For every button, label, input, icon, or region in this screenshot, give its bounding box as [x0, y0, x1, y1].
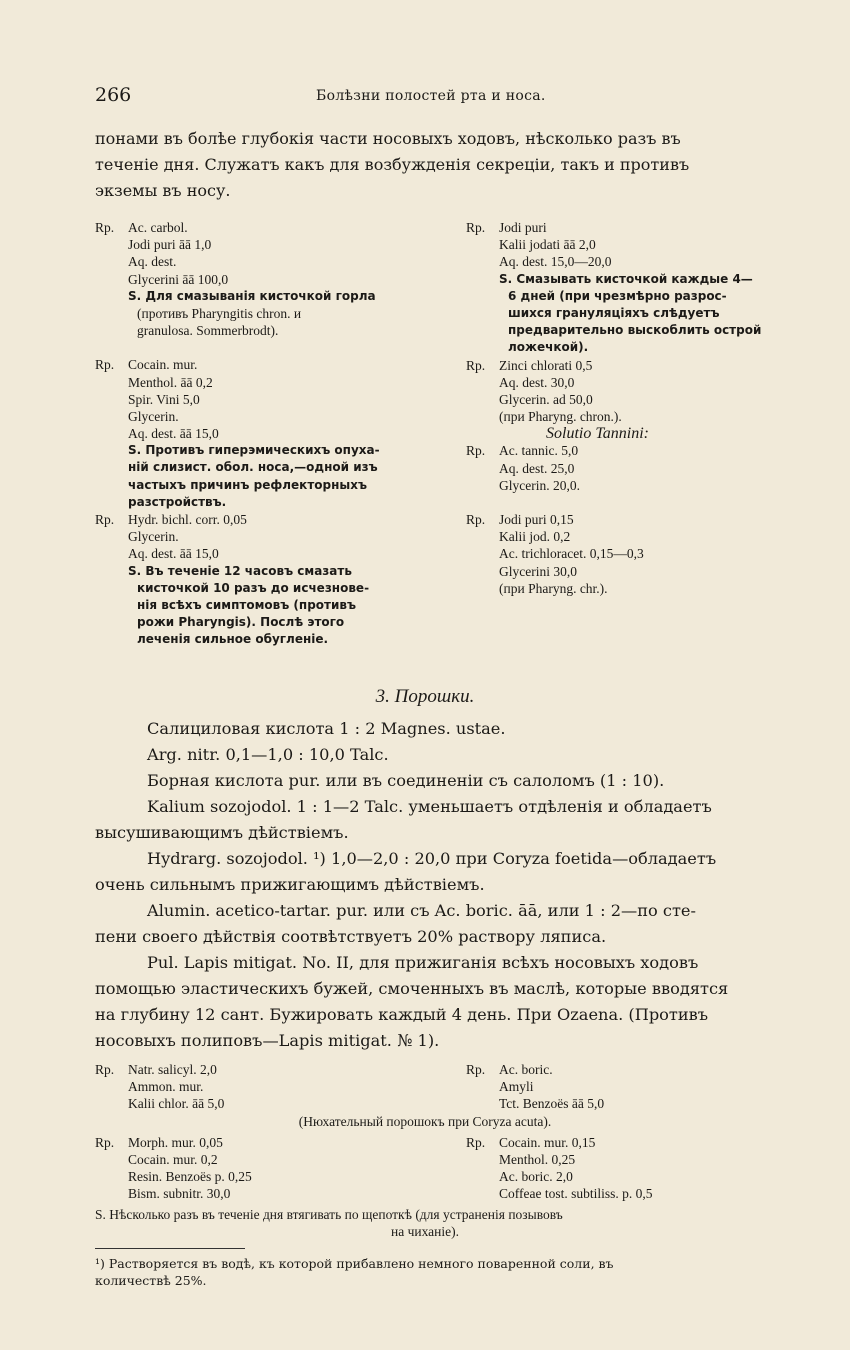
recipe-mark: Rp. [466, 1135, 486, 1150]
recipe-line [95, 288, 445, 305]
recipe-line [95, 339, 445, 356]
recipe-mark: Rp. [466, 357, 486, 373]
recipe-line [466, 305, 806, 322]
recipe-line [466, 236, 806, 253]
recipe-line [466, 219, 806, 236]
recipe-line [95, 511, 445, 528]
paragraph-line: высушивающимъ дѣйствіемъ. [95, 823, 349, 842]
signature-line: S. Нѣсколько разъ въ теченіе дня втягивать по щепоткѣ (для устраненія позывовъ [95, 1207, 563, 1222]
recipe-text: кисточкой 10 разъ до исчезнове- [137, 580, 370, 595]
recipe-text: Glycerini āā 100,0 [128, 271, 229, 287]
recipe-text: S. Въ теченіе 12 часовъ смазать [128, 563, 352, 578]
recipe-line [466, 563, 806, 580]
prescription-block-left [95, 1134, 445, 1202]
prescription-block-right [466, 1134, 806, 1202]
recipe-text: Glycerin. ad 50,0 [499, 391, 593, 407]
recipe-text: Jodi puri āā 1,0 [128, 237, 212, 253]
recipe-text: Bism. subnitr. 30,0 [128, 1186, 231, 1201]
paragraph-line: Pul. Lapis mitigat. No. II, для прижиганія всѣхъ носовыхъ ходовъ [147, 953, 699, 972]
recipe-text: ложечкой). [508, 340, 589, 355]
recipe-line [95, 1134, 445, 1151]
paragraph-line: носовыхъ полиповъ—Lapis mitigat. № 1). [95, 1031, 440, 1050]
footnote-rule [95, 1248, 245, 1249]
signature-line: на чиханіе). [390, 1224, 459, 1239]
recipe-text: Hydr. bichl. corr. 0,05 [128, 512, 247, 527]
recipe-text: Coffeae tost. subtiliss. p. 0,5 [499, 1186, 653, 1201]
recipe-line [95, 1168, 445, 1185]
recipe-line [95, 442, 445, 459]
recipe-line [466, 494, 806, 511]
paragraph-line: Arg. nitr. 0,1—1,0 : 10,0 Talc. [147, 745, 389, 764]
recipe-line [466, 1078, 806, 1095]
recipe-text: Kalii jodati āā 2,0 [499, 237, 596, 253]
recipe-line [95, 477, 445, 494]
recipe-line [466, 1134, 806, 1151]
recipe-line [95, 563, 445, 580]
recipe-text: Glycerin. [128, 408, 179, 424]
recipe-text: granulosa. Sommerbrodt). [137, 323, 279, 339]
recipe-line [466, 253, 806, 270]
recipe-mark: Rp. [95, 220, 115, 235]
recipe-line [466, 408, 806, 425]
recipe-text: Kalii chlor. āā 5,0 [128, 1096, 225, 1111]
recipe-text: нія всѣхъ симптомовъ (противъ [137, 597, 357, 612]
recipe-text: Aq. dest. āā 15,0 [128, 546, 219, 562]
recipe-text: Tct. Benzoës āā 5,0 [499, 1096, 605, 1111]
recipe-line [466, 511, 806, 528]
recipe-text: Ammon. mur. [128, 1079, 204, 1094]
recipe-line [95, 219, 445, 236]
recipe-line [466, 1151, 806, 1168]
recipe-mark: Rp. [95, 357, 115, 373]
recipe-text: Glycerini 30,0 [499, 563, 577, 579]
recipe-line [466, 322, 806, 339]
paragraph-line: очень сильнымъ прижигающимъ дѣйствіемъ. [95, 875, 485, 894]
text-line: теченіе дня. Служатъ какъ для возбужденія секреціи, такъ и противъ [95, 155, 690, 174]
recipe-line [466, 357, 806, 374]
recipe-text: Glycerin. [128, 529, 179, 545]
recipe-text: Cocain. mur. [128, 357, 198, 373]
recipe-mark: Rp. [95, 1135, 115, 1150]
recipe-line [95, 1095, 445, 1112]
paragraph-line: Kalium sozojodol. 1 : 1—2 Talc. уменьшаетъ отдѣленія и обладаетъ [147, 797, 712, 816]
prescription-block-right [466, 1061, 806, 1112]
recipe-text: Aq. dest. āā 15,0 [128, 426, 219, 442]
prescriptions-right-column [466, 219, 806, 597]
recipe-line [95, 631, 445, 648]
recipe-line [95, 1078, 445, 1095]
recipe-text: шихся грануляціяхъ слѣдуетъ [508, 305, 720, 320]
recipe-line [466, 1061, 806, 1078]
recipe-text: Natr. salicyl. 2,0 [128, 1062, 217, 1077]
recipe-text: Cocain. mur. 0,2 [128, 1152, 218, 1167]
recipe-mark: Rp. [466, 1062, 486, 1077]
recipe-text: Menthol. āā 0,2 [128, 374, 213, 390]
recipe-text: (при Pharyng. chr.). [499, 580, 608, 596]
section-title: 3. Порошки. [375, 686, 475, 707]
paragraph-line: помощью эластическихъ бужей, смоченныхъ въ маслѣ, которые вводятся [95, 979, 729, 998]
recipe-line [95, 374, 445, 391]
recipe-line [466, 528, 806, 545]
recipe-line [95, 1185, 445, 1202]
recipe-text: Kalii jod. 0,2 [499, 529, 571, 545]
recipe-text: Amyli [499, 1079, 534, 1094]
recipe-line [95, 459, 445, 476]
recipe-line [466, 425, 806, 442]
recipe-line [95, 236, 445, 253]
recipe-line [466, 477, 806, 494]
recipe-text: Cocain. mur. 0,15 [499, 1135, 596, 1150]
recipe-text: Solutio Tannini: [546, 425, 649, 443]
recipe-line [95, 545, 445, 562]
paragraph-line: пени своего дѣйствія соотвѣтствуетъ 20% раствору ляписа. [95, 927, 607, 946]
recipe-text: Resin. Benzoës p. 0,25 [128, 1169, 252, 1184]
recipe-text: разстройствъ. [128, 494, 227, 509]
recipe-text: Morph. mur. 0,05 [128, 1135, 223, 1150]
recipe-text: (противъ Pharyngitis chron. и [137, 305, 302, 321]
page-number: 266 [95, 84, 132, 106]
recipe-line [95, 580, 445, 597]
recipe-text: Jodi puri [499, 220, 547, 235]
recipe-line [95, 253, 445, 270]
footnote-line: количествѣ 25%. [95, 1273, 207, 1288]
recipe-text: S. Смазывать кисточкой каждые 4— [499, 271, 753, 286]
recipe-text: ній слизист. обол. носа,—одной изъ [128, 460, 378, 475]
recipe-line [95, 1061, 445, 1078]
recipe-line [95, 356, 445, 373]
recipe-line [466, 460, 806, 477]
recipe-line [95, 305, 445, 322]
recipe-line [466, 391, 806, 408]
recipe-text: Aq. dest. 30,0 [499, 374, 575, 390]
prescription-block-left [95, 1061, 445, 1112]
recipe-text: Zinci chlorati 0,5 [499, 357, 593, 373]
recipe-line [466, 339, 806, 356]
recipe-text: Spir. Vini 5,0 [128, 391, 200, 407]
recipe-text: частыхъ причинъ рефлекторныхъ [128, 477, 368, 492]
recipe-line [466, 1095, 806, 1112]
recipe-line [466, 442, 806, 459]
recipe-text: S. Для смазыванія кисточкой горла [128, 288, 376, 303]
recipe-text: Aq. dest. [128, 254, 177, 270]
recipe-mark: Rp. [95, 1062, 115, 1077]
paragraph-line: Салициловая кислота 1 : 2 Magnes. ustae. [147, 719, 506, 738]
powders-section [95, 716, 790, 1054]
intro-paragraph [95, 126, 795, 204]
footnote [95, 1255, 795, 1289]
running-title: Болѣзни полостей рта и носа. [316, 88, 546, 104]
recipe-text: Aq. dest. 15,0—20,0 [499, 254, 612, 270]
recipe-text: Ac. tannic. 5,0 [499, 443, 579, 459]
recipe-text: (при Pharyng. chron.). [499, 409, 622, 425]
recipe-text: Menthol. 0,25 [499, 1152, 576, 1167]
recipe-line [466, 271, 806, 288]
recipe-line [95, 391, 445, 408]
recipe-mark: Rp. [95, 512, 115, 527]
paragraph-line: Hydrarg. sozojodol. ¹) 1,0—2,0 : 20,0 при Coryza foetida—обладаетъ [147, 849, 717, 868]
recipe-text: Jodi puri 0,15 [499, 512, 574, 527]
recipe-text: Ac. boric. [499, 1062, 553, 1077]
recipe-text: леченія сильное обугленіе. [137, 632, 329, 647]
recipe-text: Glycerin. 20,0. [499, 477, 580, 493]
paragraph-line: Борная кислота pur. или въ соединеніи съ салоломъ (1 : 10). [147, 771, 665, 790]
recipe-line [95, 408, 445, 425]
recipe-line [95, 597, 445, 614]
text-line: экземы въ носу. [95, 181, 231, 200]
prescriptions-left-column [95, 219, 445, 649]
recipe-text: Ac. trichloracet. 0,15—0,3 [499, 546, 644, 562]
recipe-mark: Rp. [466, 220, 486, 235]
recipe-text: рожи Pharyngis). Послѣ этого [137, 615, 345, 630]
recipe-line [95, 322, 445, 339]
recipe-line [466, 580, 806, 597]
recipe-text: Ac. carbol. [128, 220, 188, 235]
recipe-text: 6 дней (при чрезмѣрно разрос- [508, 288, 727, 303]
recipe-text: Ac. boric. 2,0 [499, 1169, 573, 1184]
recipe-line [95, 614, 445, 631]
recipe-line [95, 425, 445, 442]
recipe-line [466, 545, 806, 562]
recipe-line [466, 1168, 806, 1185]
recipe-line [95, 1151, 445, 1168]
recipe-line [466, 1185, 806, 1202]
footnote-line: ¹) Растворяется въ водѣ, къ которой прибавлено немного поваренной соли, въ [95, 1256, 614, 1271]
snuff-note: (Нюхательный порошокъ при Coryza acuta). [298, 1114, 552, 1129]
recipe-line [95, 494, 445, 511]
recipe-text: Aq. dest. 25,0 [499, 460, 575, 476]
recipe-line [466, 288, 806, 305]
recipe-line [95, 528, 445, 545]
recipe-line [466, 374, 806, 391]
recipe-line [95, 271, 445, 288]
text-line: понами въ болѣе глубокія части носовыхъ ходовъ, нѣсколько разъ въ [95, 129, 681, 148]
paragraph-line: Alumin. acetico-tartar. pur. или съ Ac. boric. āā, или 1 : 2—по сте- [147, 901, 696, 920]
recipe-mark: Rp. [466, 512, 486, 527]
recipe-mark: Rp. [466, 443, 486, 459]
paragraph-line: на глубину 12 сант. Бужировать каждый 4 день. При Ozaena. (Противъ [95, 1005, 709, 1024]
recipe-text: S. Противъ гиперэмическихъ опуха- [128, 443, 380, 458]
recipe-text: предварительно выскоблить острой [508, 323, 762, 338]
